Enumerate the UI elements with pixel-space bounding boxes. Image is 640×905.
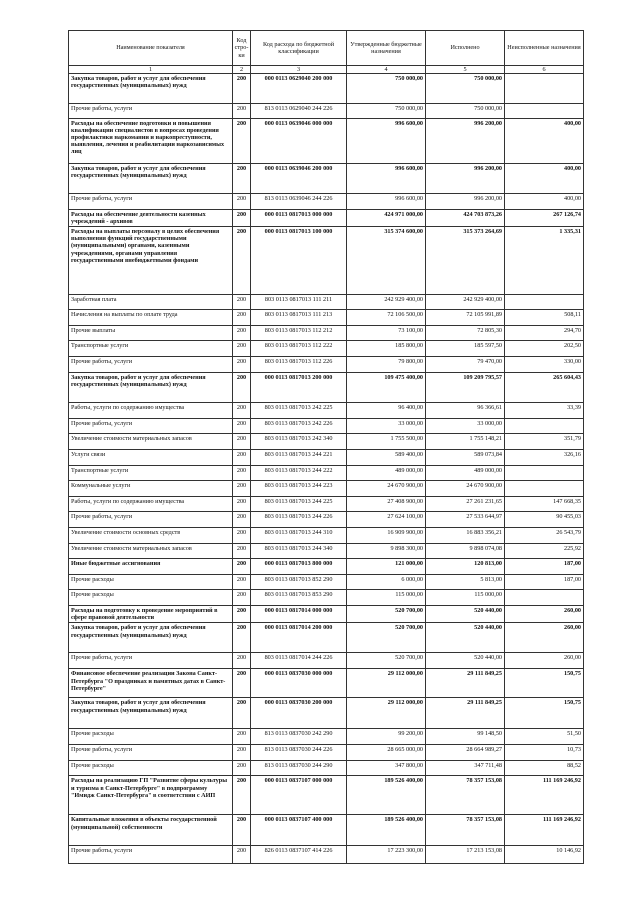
cell-code: 200 [233,590,251,606]
cell-executed: 29 111 849,25 [426,698,505,729]
cell-approved: 185 800,00 [347,341,426,357]
cell-name: Иные бюджетные ассигнования [69,559,233,575]
cell-executed: 1 755 148,21 [426,434,505,450]
cell-kbk: 813 0113 0629040 244 226 [251,104,347,119]
cell-code: 200 [233,74,251,104]
table-row [69,310,584,326]
cell-unexecuted: 400,00 [505,194,584,210]
cell-name: Прочие работы, услуги [69,357,233,373]
table-row [69,194,584,210]
cell-name: Расходы на обеспечение деятельности казенных учреждений - архивов [69,210,233,227]
cell-approved: 750 000,00 [347,74,426,104]
cell-executed: 520 440,00 [426,606,505,623]
cell-unexecuted: 90 455,03 [505,512,584,528]
cell-unexecuted: 265 604,43 [505,373,584,403]
table-row [69,450,584,466]
table-row [69,326,584,341]
cell-code: 200 [233,210,251,227]
cell-approved: 79 800,00 [347,357,426,373]
cell-executed: 520 440,00 [426,623,505,653]
cell-executed: 9 898 074,08 [426,544,505,559]
table-row [69,698,584,729]
cell-executed: 78 357 153,08 [426,815,505,846]
table-row [69,419,584,434]
cell-executed: 315 373 264,69 [426,227,505,295]
cell-unexecuted: 26 543,79 [505,528,584,544]
cell-name: Увеличение стоимости материальных запасов [69,434,233,450]
cell-unexecuted: 225,92 [505,544,584,559]
cell-kbk: 803 0113 0817013 244 223 [251,481,347,497]
cell-executed: 28 664 989,27 [426,745,505,761]
cell-executed: 185 597,50 [426,341,505,357]
cell-unexecuted: 260,00 [505,653,584,669]
cell-kbk: 803 0113 0817013 244 222 [251,466,347,481]
table-row [69,210,584,227]
cell-code: 200 [233,403,251,419]
cell-approved: 750 000,00 [347,104,426,119]
cell-name: Работы, услуги по содержанию имущества [69,497,233,512]
cell-code: 200 [233,669,251,698]
cell-code: 200 [233,606,251,623]
cell-approved: 424 971 000,00 [347,210,426,227]
budget-report-sheet [68,30,583,864]
cell-unexecuted: 150,75 [505,669,584,698]
cell-unexecuted: 400,00 [505,119,584,164]
cell-approved: 242 929 400,00 [347,295,426,310]
cell-unexecuted [505,481,584,497]
cell-approved: 33 000,00 [347,419,426,434]
cell-executed: 33 000,00 [426,419,505,434]
cell-code: 200 [233,466,251,481]
table-row [69,846,584,864]
column-number: 5 [426,66,505,74]
cell-name: Увеличение стоимости основных средств [69,528,233,544]
cell-code: 200 [233,776,251,815]
cell-approved: 16 909 900,00 [347,528,426,544]
cell-approved: 29 112 000,00 [347,669,426,698]
cell-kbk: 000 0113 0817013 800 000 [251,559,347,575]
cell-executed: 996 200,00 [426,164,505,194]
header-approved: Утвержденные бюджетные назначения [347,31,426,66]
budget-execution-table [68,30,584,864]
cell-executed: 424 703 873,26 [426,210,505,227]
column-number: 4 [347,66,426,74]
cell-name: Коммунальные услуги [69,481,233,497]
cell-approved: 99 200,00 [347,729,426,745]
cell-unexecuted [505,295,584,310]
cell-approved: 189 526 400,00 [347,815,426,846]
cell-approved: 996 600,00 [347,194,426,210]
column-number: 3 [251,66,347,74]
cell-executed: 489 000,00 [426,466,505,481]
cell-approved: 109 475 400,00 [347,373,426,403]
table-row [69,481,584,497]
cell-kbk: 000 0113 0837107 000 000 [251,776,347,815]
cell-code: 200 [233,846,251,864]
cell-name: Прочие работы, услуги [69,745,233,761]
cell-approved: 28 665 000,00 [347,745,426,761]
cell-approved: 27 408 900,00 [347,497,426,512]
cell-executed: 72 105 991,89 [426,310,505,326]
cell-name: Заработная плата [69,295,233,310]
cell-code: 200 [233,227,251,295]
cell-kbk: 813 0113 0837030 244 290 [251,761,347,776]
cell-approved: 29 112 000,00 [347,698,426,729]
cell-executed: 750 000,00 [426,104,505,119]
cell-executed: 5 813,00 [426,575,505,590]
cell-name: Прочие расходы [69,761,233,776]
cell-approved: 189 526 400,00 [347,776,426,815]
cell-approved: 96 400,00 [347,403,426,419]
cell-name: Прочие работы, услуги [69,512,233,528]
cell-executed: 589 073,84 [426,450,505,466]
cell-executed: 24 670 900,00 [426,481,505,497]
table-row [69,606,584,623]
cell-kbk: 803 0113 0817013 242 340 [251,434,347,450]
cell-unexecuted: 508,11 [505,310,584,326]
cell-executed: 99 148,50 [426,729,505,745]
cell-kbk: 803 0113 0817013 111 213 [251,310,347,326]
header-row [69,31,584,66]
table-row [69,729,584,745]
cell-executed: 109 209 795,57 [426,373,505,403]
cell-kbk: 803 0113 0817013 244 221 [251,450,347,466]
cell-approved: 489 000,00 [347,466,426,481]
column-number: 6 [505,66,584,74]
cell-code: 200 [233,698,251,729]
cell-approved: 996 600,00 [347,164,426,194]
cell-unexecuted: 10,73 [505,745,584,761]
cell-approved: 17 223 300,00 [347,846,426,864]
cell-unexecuted: 1 335,31 [505,227,584,295]
cell-name: Расходы на выплаты персоналу в целях обеспечения выполнения функций государственными (муниципальными) органами, казенными учреждениями, органами управления государственными внебюджетными фондами [69,227,233,295]
cell-unexecuted: 326,16 [505,450,584,466]
cell-executed: 96 366,61 [426,403,505,419]
cell-code: 200 [233,575,251,590]
cell-code: 200 [233,104,251,119]
cell-executed: 115 000,00 [426,590,505,606]
cell-kbk: 000 0113 0817013 000 000 [251,210,347,227]
cell-executed: 242 929 400,00 [426,295,505,310]
cell-kbk: 803 0113 0817013 111 211 [251,295,347,310]
cell-name: Прочие расходы [69,575,233,590]
cell-kbk: 000 0113 0817014 000 000 [251,606,347,623]
cell-name: Услуги связи [69,450,233,466]
cell-kbk: 803 0113 0817013 112 226 [251,357,347,373]
table-row [69,745,584,761]
cell-kbk: 803 0113 0817013 244 340 [251,544,347,559]
cell-kbk: 000 0113 0837030 200 000 [251,698,347,729]
cell-executed: 996 200,00 [426,119,505,164]
cell-name: Прочие работы, услуги [69,419,233,434]
cell-kbk: 803 0113 0817014 244 226 [251,653,347,669]
cell-kbk: 000 0113 0837107 400 000 [251,815,347,846]
cell-name: Закупка товаров, работ и услуг для обеспечения государственных (муниципальных) нужд [69,164,233,194]
cell-approved: 520 700,00 [347,606,426,623]
cell-approved: 315 374 600,00 [347,227,426,295]
cell-unexecuted: 111 169 246,92 [505,815,584,846]
cell-kbk: 000 0113 0817013 200 000 [251,373,347,403]
table-row [69,341,584,357]
cell-name: Транспортные услуги [69,466,233,481]
table-row [69,653,584,669]
cell-code: 200 [233,194,251,210]
cell-name: Прочие выплаты [69,326,233,341]
cell-kbk: 000 0113 0639046 000 000 [251,119,347,164]
table-row [69,776,584,815]
table-row [69,403,584,419]
cell-unexecuted: 400,00 [505,164,584,194]
cell-code: 200 [233,761,251,776]
table-row [69,590,584,606]
table-row [69,815,584,846]
cell-approved: 347 800,00 [347,761,426,776]
table-row [69,669,584,698]
header-unexecuted: Неисполненные назначения [505,31,584,66]
cell-code: 200 [233,357,251,373]
cell-approved: 73 100,00 [347,326,426,341]
cell-name: Прочие работы, услуги [69,846,233,864]
table-row [69,497,584,512]
cell-name: Транспортные услуги [69,341,233,357]
cell-code: 200 [233,544,251,559]
cell-kbk: 803 0113 0817013 244 310 [251,528,347,544]
cell-name: Расходы на обеспечение подготовки и повышения квалификации специалистов в вопросах проведения профилактики наркомании и наркопреступности, выявления, лечения и реабилитации наркозависимых лиц [69,119,233,164]
cell-executed: 750 000,00 [426,74,505,104]
cell-unexecuted: 267 126,74 [505,210,584,227]
cell-name: Прочие работы, услуги [69,194,233,210]
cell-unexecuted: 150,75 [505,698,584,729]
cell-unexecuted: 187,00 [505,559,584,575]
cell-executed: 27 533 644,97 [426,512,505,528]
table-row [69,119,584,164]
cell-name: Финансовое обеспечение реализации Закона Санкт-Петербурга "О праздниках и памятных датах в Санкт-Петербурге" [69,669,233,698]
cell-kbk: 000 0113 0817014 200 000 [251,623,347,653]
cell-approved: 520 700,00 [347,623,426,653]
cell-approved: 115 000,00 [347,590,426,606]
cell-code: 200 [233,559,251,575]
table-row [69,373,584,403]
cell-name: Закупка товаров, работ и услуг для обеспечения государственных (муниципальных) нужд [69,373,233,403]
cell-unexecuted: 147 668,35 [505,497,584,512]
cell-name: Прочие расходы [69,590,233,606]
cell-code: 200 [233,434,251,450]
cell-kbk: 803 0113 0817013 242 226 [251,419,347,434]
cell-code: 200 [233,512,251,528]
cell-code: 200 [233,481,251,497]
header-code: Код стро-ки [233,31,251,66]
table-body [69,66,584,864]
cell-code: 200 [233,326,251,341]
table-row [69,104,584,119]
header-name: Наименование показателя [69,31,233,66]
cell-name: Прочие работы, услуги [69,653,233,669]
cell-name: Прочие расходы [69,729,233,745]
cell-approved: 589 400,00 [347,450,426,466]
cell-approved: 9 898 300,00 [347,544,426,559]
cell-code: 200 [233,119,251,164]
cell-name: Работы, услуги по содержанию имущества [69,403,233,419]
cell-unexecuted: 10 146,92 [505,846,584,864]
cell-executed: 16 883 356,21 [426,528,505,544]
cell-code: 200 [233,815,251,846]
cell-approved: 1 755 500,00 [347,434,426,450]
table-row [69,544,584,559]
cell-code: 200 [233,341,251,357]
cell-kbk: 803 0113 0817013 244 226 [251,512,347,528]
cell-executed: 996 200,00 [426,194,505,210]
cell-code: 200 [233,310,251,326]
cell-executed: 347 711,48 [426,761,505,776]
cell-unexecuted: 294,70 [505,326,584,341]
cell-unexecuted [505,590,584,606]
table-row [69,623,584,653]
cell-kbk: 803 0113 0817013 242 225 [251,403,347,419]
table-row [69,528,584,544]
cell-executed: 17 213 153,08 [426,846,505,864]
cell-executed: 120 813,00 [426,559,505,575]
column-number: 2 [233,66,251,74]
column-number: 1 [69,66,233,74]
table-row [69,559,584,575]
cell-unexecuted: 88,52 [505,761,584,776]
cell-kbk: 803 0113 0817013 852 290 [251,575,347,590]
table-row [69,466,584,481]
cell-unexecuted: 51,50 [505,729,584,745]
cell-name: Закупка товаров, работ и услуг для обеспечения государственных (муниципальных) нужд [69,623,233,653]
cell-executed: 29 111 849,25 [426,669,505,698]
cell-executed: 72 805,30 [426,326,505,341]
cell-kbk: 813 0113 0837030 242 290 [251,729,347,745]
table-row [69,295,584,310]
cell-kbk: 803 0113 0817013 853 290 [251,590,347,606]
cell-unexecuted: 33,39 [505,403,584,419]
cell-kbk: 000 0113 0837030 000 000 [251,669,347,698]
cell-unexecuted: 330,00 [505,357,584,373]
table-row [69,761,584,776]
cell-unexecuted: 260,00 [505,606,584,623]
cell-unexecuted [505,74,584,104]
cell-approved: 6 000,00 [347,575,426,590]
table-row [69,512,584,528]
cell-name: Капитальные вложения в объекты государственной (муниципальной) собственности [69,815,233,846]
cell-code: 200 [233,729,251,745]
cell-unexecuted: 351,79 [505,434,584,450]
table-row [69,434,584,450]
cell-kbk: 813 0113 0837030 244 226 [251,745,347,761]
cell-code: 200 [233,373,251,403]
cell-unexecuted [505,466,584,481]
table-row [69,575,584,590]
cell-approved: 520 700,00 [347,653,426,669]
header-kbk: Код расхода по бюджетной классификации [251,31,347,66]
cell-kbk: 000 0113 0629040 200 000 [251,74,347,104]
cell-code: 200 [233,450,251,466]
column-number-row [69,66,584,74]
cell-approved: 121 000,00 [347,559,426,575]
cell-kbk: 803 0113 0817013 112 212 [251,326,347,341]
cell-name: Расходы на реализацию ГП "Развитие сферы культуры и туризма в Санкт-Петербурге" в подпрограмму "Имидж Санкт-Петербурга" в соответствии с АИП [69,776,233,815]
cell-code: 200 [233,528,251,544]
cell-kbk: 000 0113 0817013 100 000 [251,227,347,295]
cell-executed: 79 470,00 [426,357,505,373]
cell-unexecuted: 111 169 246,92 [505,776,584,815]
table-row [69,164,584,194]
header-executed: Исполнено [426,31,505,66]
cell-name: Расходы на подготовку к проведение мероприятий в сфере правовой деятельности [69,606,233,623]
cell-kbk: 803 0113 0817013 112 222 [251,341,347,357]
cell-name: Прочие работы, услуги [69,104,233,119]
cell-executed: 520 440,00 [426,653,505,669]
cell-approved: 27 624 100,00 [347,512,426,528]
table-row [69,357,584,373]
cell-name: Закупка товаров, работ и услуг для обеспечения государственных (муниципальных) нужд [69,698,233,729]
cell-unexecuted: 187,00 [505,575,584,590]
cell-unexecuted: 260,00 [505,623,584,653]
cell-code: 200 [233,295,251,310]
cell-code: 200 [233,653,251,669]
cell-code: 200 [233,623,251,653]
cell-unexecuted [505,104,584,119]
cell-code: 200 [233,164,251,194]
cell-code: 200 [233,419,251,434]
cell-name: Увеличение стоимости материальных запасов [69,544,233,559]
cell-approved: 996 600,00 [347,119,426,164]
cell-code: 200 [233,497,251,512]
cell-unexecuted [505,419,584,434]
cell-kbk: 826 0113 0837107 414 226 [251,846,347,864]
cell-kbk: 803 0113 0817013 244 225 [251,497,347,512]
cell-kbk: 813 0113 0639046 244 226 [251,194,347,210]
cell-name: Начисления на выплаты по оплате труда [69,310,233,326]
table-row [69,227,584,295]
cell-kbk: 000 0113 0639046 200 000 [251,164,347,194]
cell-approved: 72 106 500,00 [347,310,426,326]
cell-code: 200 [233,745,251,761]
table-row [69,74,584,104]
cell-approved: 24 670 900,00 [347,481,426,497]
cell-executed: 27 261 231,65 [426,497,505,512]
cell-unexecuted: 202,50 [505,341,584,357]
cell-name: Закупка товаров, работ и услуг для обеспечения государственных (муниципальных) нужд [69,74,233,104]
cell-executed: 78 357 153,08 [426,776,505,815]
